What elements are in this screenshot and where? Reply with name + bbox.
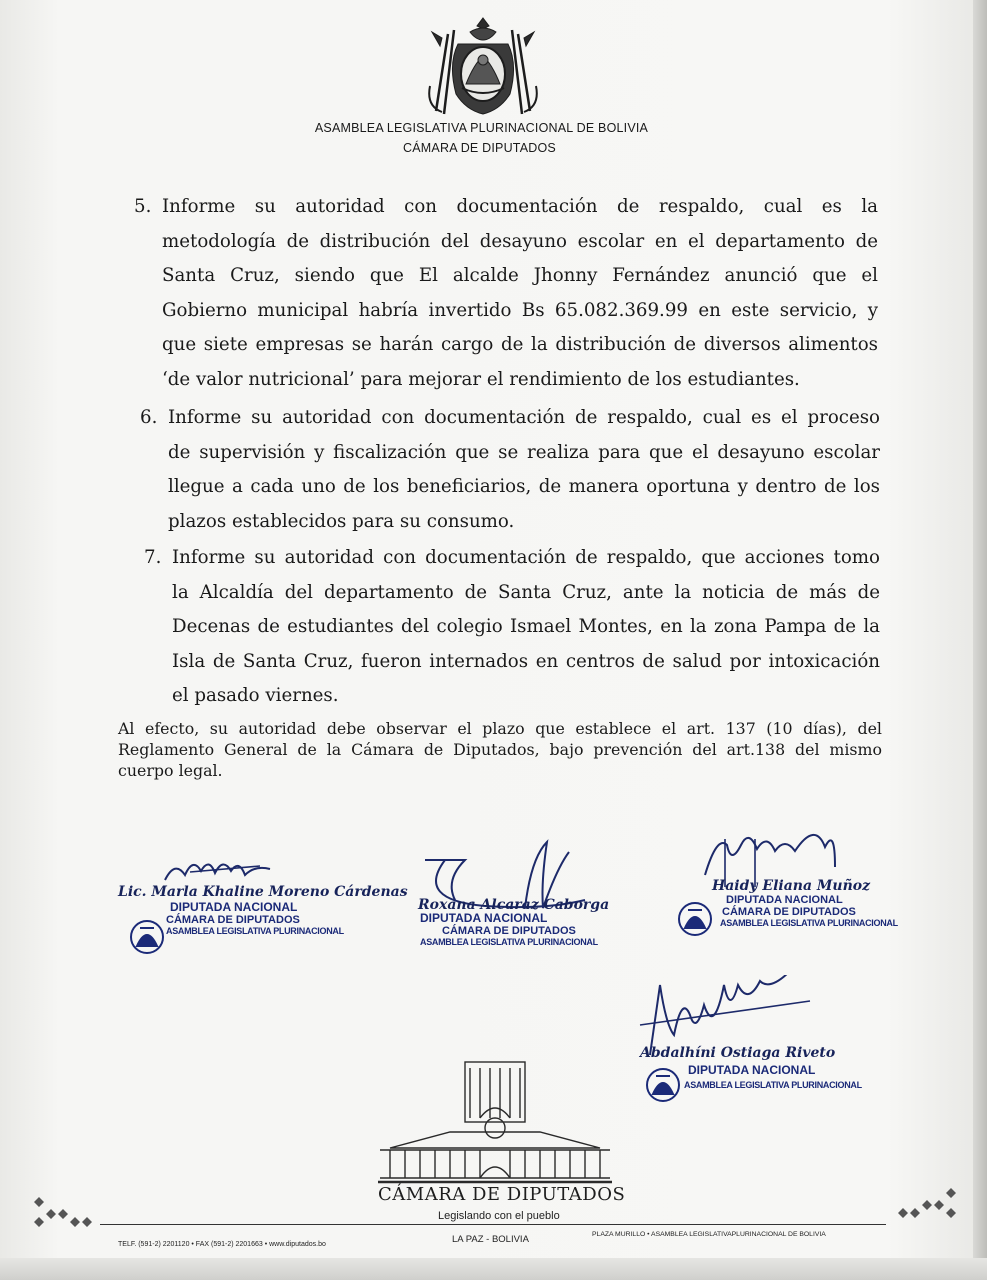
item-line: Informe su autoridad con documentación de respaldo, que acciones tomo bbox=[172, 547, 880, 568]
closing-paragraph bbox=[118, 718, 882, 781]
signatory-name: Roxana Alcaraz Caborga bbox=[418, 897, 610, 913]
list-item bbox=[134, 190, 878, 397]
signatory-chamber: CÁMARA DE DIPUTADOS bbox=[442, 925, 576, 937]
item-number: 7. bbox=[144, 547, 162, 568]
item-line: el pasado viernes. bbox=[172, 685, 339, 706]
closing-line: cuerpo legal. bbox=[118, 761, 223, 780]
item-line: de supervisión y fiscalización que se realiza para que el desayuno escolar bbox=[168, 441, 880, 463]
signatory-title: DIPUTADA NACIONAL bbox=[726, 894, 843, 906]
signatory-title: DIPUTADA NACIONAL bbox=[688, 1063, 816, 1077]
list-item bbox=[140, 401, 880, 539]
item-line: plazos establecidos para su consumo. bbox=[168, 510, 515, 532]
footer-slogan: Legislando con el pueblo bbox=[438, 1210, 560, 1222]
signatory-title: DIPUTADA NACIONAL bbox=[420, 911, 548, 925]
item-line: metodología de distribución del desayuno escolar en el departamento de bbox=[162, 230, 878, 252]
item-line: ‘de valor nutricional’ para mejorar el rendimiento de los estudiantes. bbox=[162, 368, 800, 390]
header-chamber: CÁMARA DE DIPUTADOS bbox=[403, 141, 556, 155]
signatory-name: Haidy Eliana Muñoz bbox=[712, 878, 871, 894]
item-line: la Alcaldía del departamento de Santa Cruz, ante la noticia de más de bbox=[172, 581, 880, 603]
header-institution: ASAMBLEA LEGISLATIVA PLURINACIONAL DE BOLIVIA bbox=[314, 121, 649, 135]
signatory-name: Abdalhíni Ostiaga Riveto bbox=[640, 1045, 836, 1061]
item-line: que siete empresas se harán cargo de la distribución de diversos alimentos bbox=[162, 334, 878, 355]
signatory-name: Lic. Marla Khaline Moreno Cárdenas bbox=[118, 884, 408, 900]
signature-block bbox=[712, 878, 898, 928]
item-line: Isla de Santa Cruz, fueron internados en centros de salud por intoxicación bbox=[172, 650, 880, 672]
closing-line: Reglamento General de la Cámara de Diputados, bajo prevención del art.138 del mismo bbox=[118, 740, 882, 759]
item-line: Santa Cruz, siendo que El alcalde Jhonny Fernández anunció que el bbox=[162, 265, 878, 286]
bolivia-coat-of-arms-icon bbox=[418, 16, 548, 120]
footer-contact: TELF. (591-2) 2201120 • FAX (591-2) 2201663 • www.diputados.bo bbox=[118, 1241, 326, 1248]
item-line: Decenas de estudiantes del colegio Ismael Montes, en la zona Pampa de la bbox=[172, 616, 880, 637]
footer-rule bbox=[100, 1224, 886, 1225]
page-edge-shadow bbox=[973, 0, 987, 1280]
item-line: Informe su autoridad con documentación de respaldo, cual es la bbox=[162, 196, 878, 217]
signatory-chamber: CÁMARA DE DIPUTADOS bbox=[166, 914, 300, 926]
footer-address: PLAZA MURILLO • ASAMBLEA LEGISLATIVAPLURINACIONAL DE BOLIVIA bbox=[592, 1231, 826, 1238]
item-number: 6. bbox=[140, 407, 158, 428]
decorative-pattern-left-icon bbox=[28, 1192, 94, 1232]
item-line: llegue a cada uno de los beneficiarios, de manera oportuna y dentro de los bbox=[168, 476, 880, 497]
signature-block bbox=[418, 897, 609, 947]
signatory-assembly: ASAMBLEA LEGISLATIVA PLURINACIONAL bbox=[166, 926, 344, 936]
decorative-pattern-right-icon bbox=[896, 1183, 962, 1223]
signatory-assembly: ASAMBLEA LEGISLATIVA PLURINACIONAL bbox=[684, 1080, 862, 1090]
stamp-seal-icon bbox=[128, 918, 166, 956]
stamp-seal-icon bbox=[676, 900, 714, 938]
page-bottom-shadow bbox=[0, 1258, 987, 1280]
item-line: Gobierno municipal habría invertido Bs 65.082.369.99 en este servicio, y bbox=[162, 299, 878, 321]
item-number: 5. bbox=[134, 196, 152, 217]
signatory-chamber: CÁMARA DE DIPUTADOS bbox=[722, 906, 856, 918]
footer-city: LA PAZ - BOLIVIA bbox=[452, 1234, 529, 1245]
list-item bbox=[144, 541, 880, 714]
closing-line: Al efecto, su autoridad debe observar el plazo que establece el art. 137 (10 días), del bbox=[118, 719, 882, 738]
stamp-seal-icon bbox=[644, 1066, 682, 1104]
signatory-assembly: ASAMBLEA LEGISLATIVA PLURINACIONAL bbox=[420, 937, 598, 947]
congress-building-icon bbox=[370, 1058, 620, 1188]
signatory-assembly: ASAMBLEA LEGISLATIVA PLURINACIONAL bbox=[720, 918, 898, 928]
item-line: Informe su autoridad con documentación de respaldo, cual es el proceso bbox=[168, 407, 880, 428]
signatory-title: DIPUTADA NACIONAL bbox=[170, 900, 298, 914]
footer-logo-title: CÁMARA DE DIPUTADOS bbox=[378, 1184, 626, 1205]
